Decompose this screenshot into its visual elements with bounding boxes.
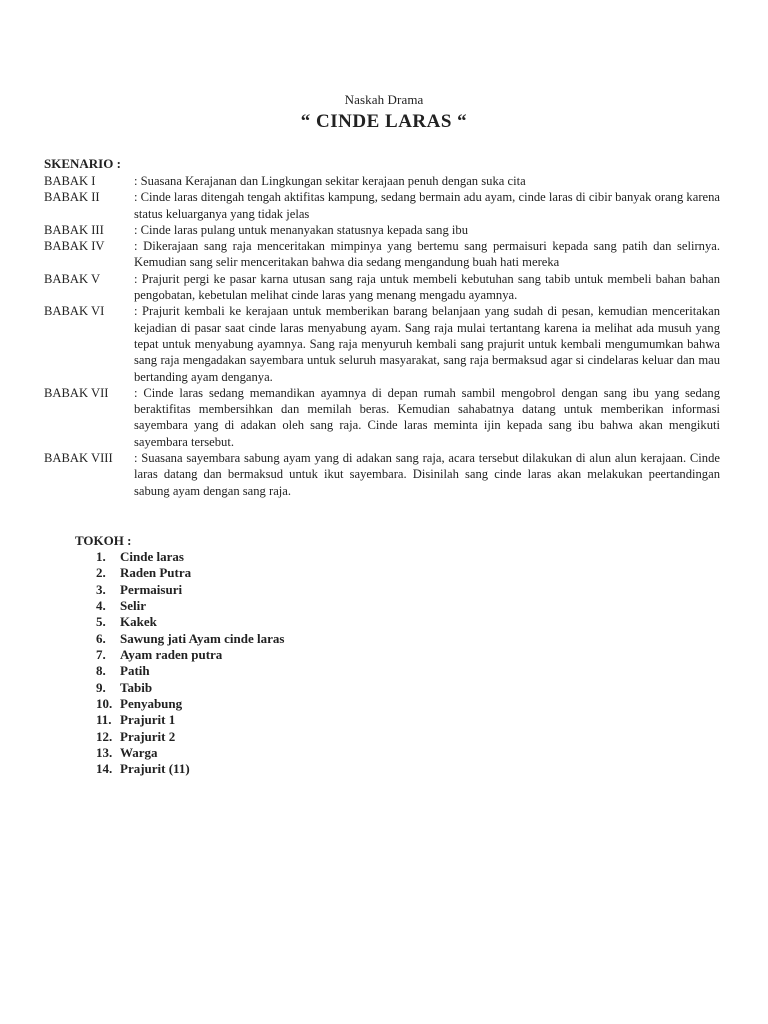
babak-description: : Dikerajaan sang raja menceritakan mimpinya yang bertemu sang permaisuri kepada sang patih dan selirnya. Kemudian sang selir menceritakan bahwa dia sedang mengandung buah hati mereka [134, 239, 720, 270]
skenario-heading: SKENARIO : [44, 156, 121, 171]
skenario-list [44, 173, 720, 499]
babak-label: BABAK VI [44, 304, 105, 319]
list-number: 1. [96, 549, 106, 564]
babak-label: BABAK VII [44, 385, 109, 400]
character-name: Prajurit 1 [120, 712, 176, 728]
list-number: 8. [96, 663, 106, 679]
babak-label: BABAK I [44, 174, 96, 188]
tokoh-list [96, 549, 284, 778]
babak-description: : Cinde laras ditengah tengah aktifitas kampung, sedang bermain adu ayam, cinde laras di cibir banyak orang karena status keluarganya yang tidak jelas [134, 190, 720, 221]
babak-row [44, 385, 720, 450]
list-item [96, 549, 284, 565]
list-item [96, 631, 284, 647]
list-item [96, 582, 284, 598]
list-number: 5. [96, 614, 106, 630]
list-number: 9. [96, 679, 106, 695]
list-item [96, 663, 284, 679]
list-item [96, 712, 284, 728]
babak-label: BABAK V [44, 271, 101, 286]
babak-row [44, 450, 720, 499]
babak-label: BABAK IV [44, 239, 105, 254]
list-item [96, 647, 284, 663]
list-item [96, 614, 284, 630]
babak-label: BABAK III [44, 222, 104, 237]
character-name: Patih [120, 663, 150, 679]
babak-row [44, 271, 720, 304]
list-number: 11. [96, 712, 112, 728]
list-number: 7. [96, 647, 106, 663]
babak-row [44, 303, 720, 384]
character-name: Penyabung [120, 696, 183, 712]
list-item [96, 598, 284, 614]
character-name: Permaisuri [120, 581, 183, 597]
character-name: Cinde laras [120, 549, 184, 564]
babak-description: : Suasana Kerajanan dan Lingkungan sekitar kerajaan penuh dengan suka cita [134, 174, 526, 188]
character-name: Prajurit (11) [120, 761, 190, 777]
list-item [96, 565, 284, 581]
babak-row [44, 173, 720, 189]
document-subtitle: Naskah Drama [344, 92, 424, 107]
character-name: Warga [120, 745, 158, 761]
list-item [96, 761, 284, 777]
character-name: Ayam raden putra [120, 647, 223, 663]
babak-row [44, 189, 720, 222]
list-item [96, 680, 284, 696]
babak-label: BABAK II [44, 190, 100, 205]
list-number: 10. [96, 696, 113, 712]
babak-row [44, 222, 720, 238]
babak-row [44, 238, 720, 271]
babak-description: : Prajurit pergi ke pasar karna utusan sang raja untuk membeli kebutuhan sang tabib untuk membeli bahan bahan pengobatan, kebetulan melihat cinde laras yang menang mengadu ayamnya. [134, 271, 720, 303]
list-number: 3. [96, 581, 106, 597]
list-number: 14. [96, 761, 113, 777]
babak-description: : Cinde laras sedang memandikan ayamnya di depan rumah sambil mengobrol dengan sang ibu yang sedang beraktifitas membersihkan dan memilah beras. Kemudian sahabatnya datang untuk memberikan informasi sayembara yang di adakan oleh sang raja. Cinde laras meminta ijin kepada sang ibu bahwa akan mengikuti sayembara tersebut. [134, 385, 720, 449]
list-item [96, 696, 284, 712]
babak-description: : Cinde laras pulang untuk menanyakan statusnya kepada sang ibu [134, 222, 468, 237]
character-name: Tabib [120, 679, 153, 695]
character-name: Sawung jati Ayam cinde laras [120, 630, 285, 646]
babak-description: : Prajurit kembali ke kerajaan untuk memberikan barang belanjaan yang sudah di pesan, kemudian menceritakan kejadian di pasar saat cinde laras menyabung ayam. Sang raja mulai tertantang karena ia melihat ada musuh yang tepat untuk menyabung ayamnya. Sang raja menyuruh kembali sang prajurit untuk kembali mengumumkan bahwa sang raja mengadakan sayembara untuk seluruh masyarakat, sang raja bermaksud agar si cindelaras keluar dan mau bertanding ayam denganya. [134, 304, 720, 384]
list-number: 4. [96, 598, 106, 614]
list-number: 6. [96, 630, 106, 646]
character-name: Kakek [120, 614, 157, 630]
list-number: 13. [96, 745, 113, 761]
tokoh-heading: TOKOH : [75, 533, 132, 548]
list-item [96, 729, 284, 745]
character-name: Raden Putra [120, 565, 192, 581]
babak-label: BABAK VIII [44, 451, 113, 466]
babak-description: : Suasana sayembara sabung ayam yang di adakan sang raja, acara tersebut dilakukan di alun alun kerajaan. Cinde laras datang dan bermaksud untuk ikut sayembara. Disinilah sang cinde laras akan melakukan peertandingan sabung ayam dengan sang raja. [134, 451, 720, 498]
character-name: Selir [120, 598, 146, 614]
character-name: Prajurit 2 [120, 728, 176, 744]
list-number: 2. [96, 565, 106, 581]
list-item [96, 745, 284, 761]
document-title: “ CINDE LARAS “ [300, 111, 468, 132]
list-number: 12. [96, 728, 113, 744]
